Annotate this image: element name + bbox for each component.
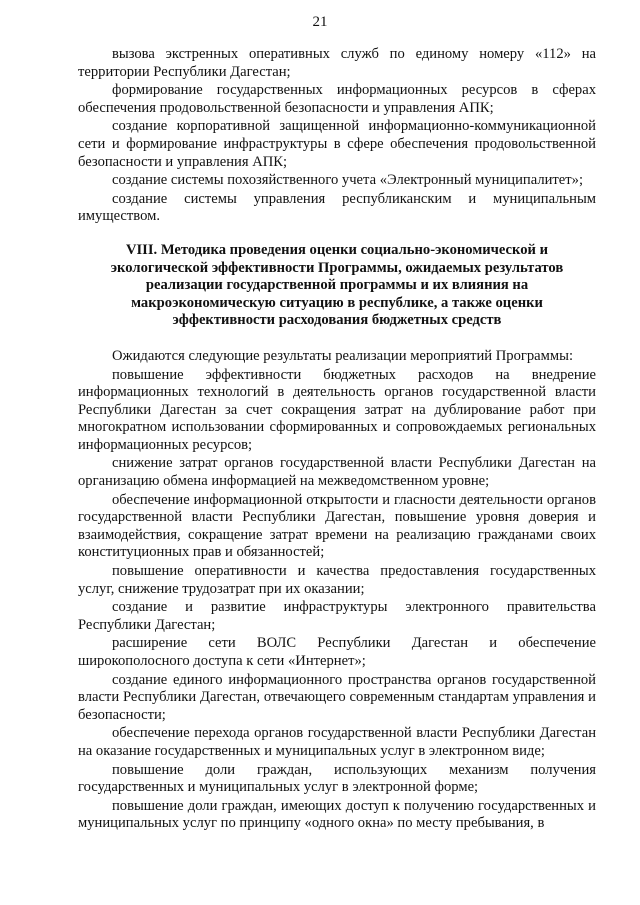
document-body: [78, 46, 596, 834]
result-item-openness: обеспечение информационной открытости и гласности деятельности органов государственной власти Республики Дагестан, повышение уровня доверия и взаимодействия, сокращение затрат времени на реализацию гражданами своих конституционных прав и обязанностей;: [78, 491, 596, 561]
result-item-e-government: создание и развитие инфраструктуры электронного правительства Республики Дагестан;: [78, 599, 596, 633]
result-item-one-window: повышение доли граждан, имеющих доступ к получению государственных и муниципальных услуг по принципу «одного окна» по месту пребывания, в: [78, 797, 596, 832]
paragraph-info-resources-apk: формирование государственных информационных ресурсов в сферах обеспечения продовольственной безопасности и управления АПК;: [78, 82, 596, 116]
paragraph-emergency-112: вызова экстренных оперативных служб по единому номеру «112» на территории Республики Дагестан;: [78, 46, 596, 80]
result-item-service-quality: повышение оперативности и качества предоставления государственных услуг, снижение трудозатрат при их оказании;: [78, 563, 596, 597]
result-item-fiber-network: расширение сети ВОЛС Республики Дагестан и обеспечение широкополосного доступа к сети «Интернет»;: [78, 635, 596, 669]
paragraph-property-management: создание системы управления республиканским и муниципальным имуществом.: [78, 190, 596, 225]
result-item-electronic-services: обеспечение перехода органов государственной власти Республики Дагестан на оказание государственных и муниципальных услуг в электронном виде;: [78, 725, 596, 759]
result-item-budget-efficiency: повышение эффективности бюджетных расходов на внедрение информационных технологий в деятельность органов государственной власти Республики Дагестан за счет сокращения затрат на дублирование работ при многократном использовании сформированных и сопровождаемых региональных информационных ресурсов;: [78, 366, 596, 453]
page-number: 21: [312, 14, 328, 30]
paragraph-household-accounting: создание системы похозяйственного учета «Электронный муниципалитет»;: [112, 172, 584, 189]
result-item-citizen-share: повышение доли граждан, использующих механизм получения государственных и муниципальных услуг в электронной форме;: [78, 761, 596, 796]
results-intro: Ожидаются следующие результаты реализации мероприятий Программы:: [112, 347, 573, 364]
paragraph-corporate-network: создание корпоративной защищенной информационно-коммуникационной сети и формирование инфраструктуры в сфере обеспечения продовольственной безопасности и управления АПК;: [78, 118, 596, 170]
section-heading-viii: VIII. Методика проведения оценки социально-экономической и экологической эффективности Программы, ожидаемых результатов реализации государственной программы и их влияния на макроэкономическую ситуацию в республике, а также оценки эффективности расходования бюджетных средств: [110, 241, 564, 329]
result-item-info-space: создание единого информационного пространства органов государственной власти Республики Дагестан, отвечающего современным стандартам управления и безопасности;: [78, 671, 596, 723]
result-item-cost-reduction: снижение затрат органов государственной власти Республики Дагестан на организацию обмена информацией на межведомственном уровне;: [78, 455, 596, 490]
